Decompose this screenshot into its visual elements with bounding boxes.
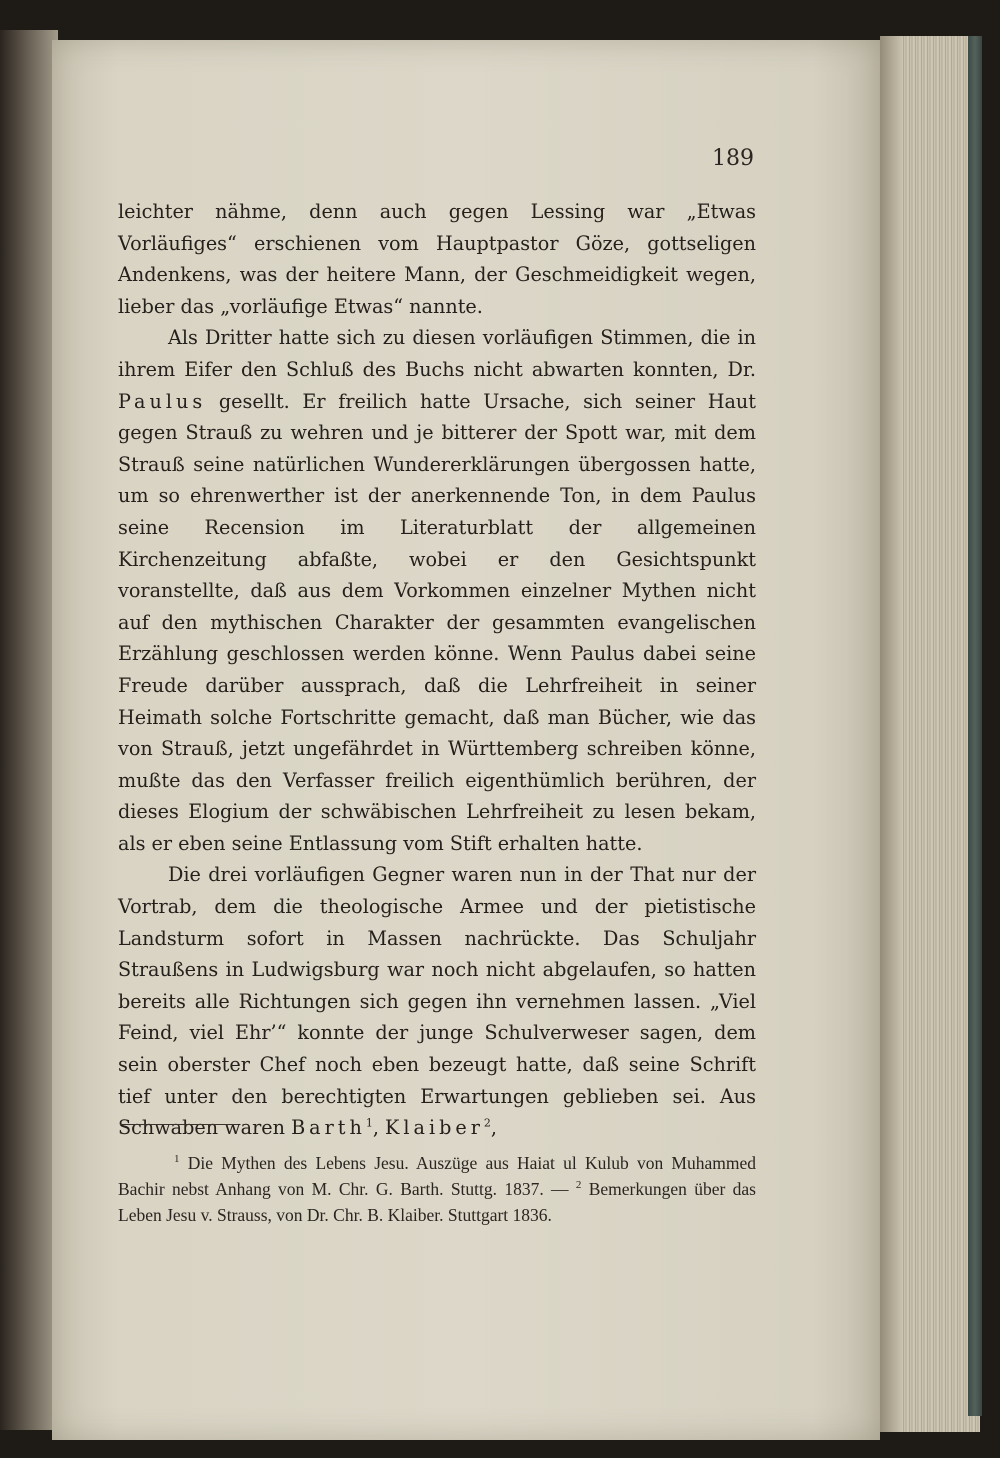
name-barth: Barth	[291, 1116, 366, 1140]
paragraph-2-start: Als Dritter hatte sich zu diesen vorläufigen Stimmen, die in ihrem Eifer den Schluß des Buchs nicht abwarten konnten, Dr.	[118, 326, 756, 381]
separator-comma: ,	[372, 1116, 386, 1140]
footnote-marker-1: 1	[174, 1153, 180, 1166]
paragraph-2	[118, 322, 756, 859]
main-text	[118, 196, 756, 1144]
paragraph-2-rest: gesellt. Er freilich hatte Ursache, sich seiner Haut gegen Strauß zu wehren und je bitterer der Spott war, mit dem Strauß seine natürlichen Wundererklärungen übergossen hatte, um so ehrenwerther ist der anerkennende Ton, in dem Paulus seine Recension im Literaturblatt der allgemeinen Kirchenzeitung abfaßte, wobei er den Gesichtspunkt voranstellte, daß aus dem Vorkommen einzelner Mythen nicht auf den mythischen Charakter der gesammten evangelischen Erzählung geschlossen werden könne. Wenn Paulus dabei seine Freude darüber aussprach, daß die Lehrfreiheit in seiner Heimath solche Fortschritte gemacht, daß man Bücher, wie das von Strauß, jetzt ungefährdet in Württemberg schreiben könne, mußte das den Verfasser freilich eigenthümlich berühren, der dieses Elogium der schwäbischen Lehrfreiheit zu lesen bekam, als er eben seine Entlassung vom Stift erhalten hatte.	[118, 389, 756, 855]
book-spine	[968, 36, 982, 1416]
page-number: 189	[712, 146, 754, 171]
footnote-1-text: Die Mythen des Lebens Jesu. Auszüge aus Haiat ul Kulub von Muhammed Bachir nebst Anhang von M. Chr. G. Barth. Stuttg. 1837. —	[118, 1153, 756, 1199]
footnote-divider	[120, 1124, 238, 1125]
facing-page-edge	[0, 30, 58, 1430]
name-paulus: Paulus	[118, 389, 207, 413]
footnote-2-text: Bemerkungen über das Leben Jesu v. Strauss, von Dr. Chr. B. Klaiber. Stuttgart 1836.	[118, 1179, 756, 1225]
footnote-ref-1: 1	[365, 1116, 373, 1130]
paragraph-1: leichter nähme, denn auch gegen Lessing war „Etwas Vorläufiges“ erschienen vom Hauptpastor Göze, gottseligen Andenkens, was der heitere Mann, der Geschmeidigkeit wegen, lieber das „vorläufige Etwas“ nannte.	[118, 200, 756, 318]
footnote-paragraph	[118, 1150, 756, 1228]
paragraph-3-end: ,	[490, 1116, 498, 1140]
paragraph-3-start: Die drei vorläufigen Gegner waren nun in der That nur der Vortrab, dem die theologische Armee und der pietistische Landsturm sofort in Massen nachrückte. Das Schuljahr Straußens in Ludwigsburg war noch nicht abgelaufen, so hatten bereits alle Richtungen sich gegen ihn vernehmen lassen. „Viel Feind, viel Ehr’“ konnte der junge Schulverweser sagen, dem sein oberster Chef noch eben bezeugt hatte, daß seine Schrift tief unter den berechtigten Erwartungen geblieben sei. Aus Schwaben waren	[118, 863, 756, 1140]
footnote-ref-2: 2	[483, 1116, 491, 1130]
paragraph-3	[118, 859, 756, 1143]
page-stack-edge	[880, 36, 980, 1432]
footnote-marker-2: 2	[575, 1179, 582, 1192]
name-klaiber: Klaiber	[385, 1116, 484, 1140]
footnotes	[118, 1150, 756, 1228]
